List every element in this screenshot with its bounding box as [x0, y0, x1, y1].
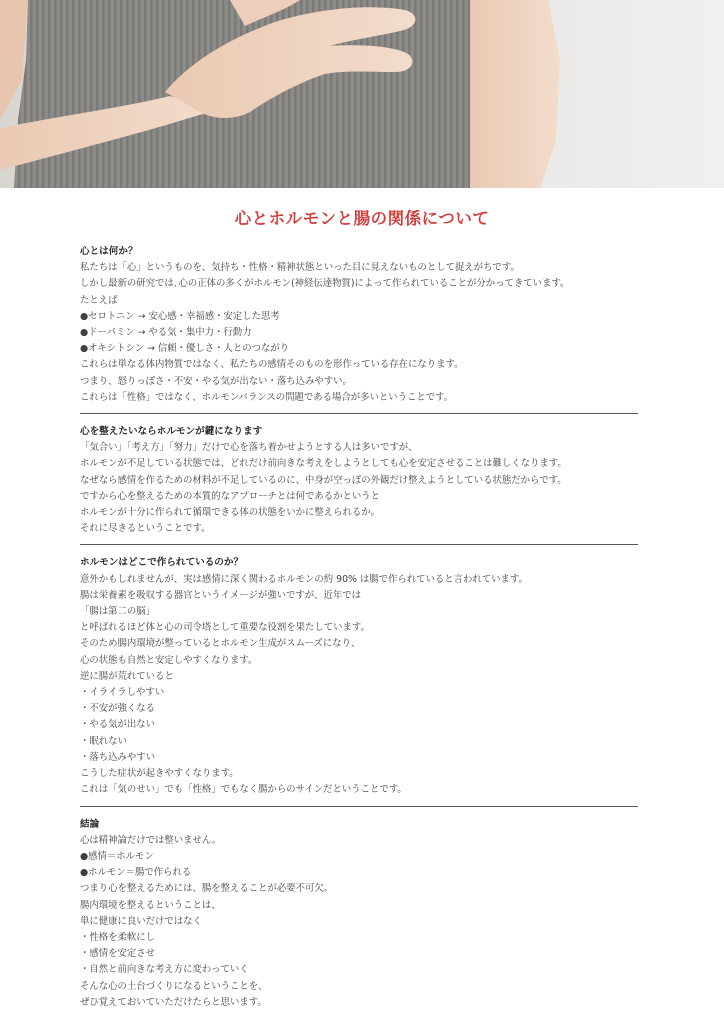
paragraph-line: 私たちは「心」というものを、気持ち・性格・精神状態といった目に見えないものとして捉えがちです。 — [80, 262, 520, 274]
hero-photo — [0, 0, 724, 188]
bullet-item: ・やる気が出ない — [80, 719, 156, 731]
page-title: 心とホルモンと腸の関係について — [234, 209, 490, 228]
paragraph-line: 腸内環境を整えるということは、 — [80, 899, 221, 911]
bullet-item: ・眠れない — [80, 735, 127, 747]
paragraph-line: ホルモンが十分に作られて循環できる体の状態をいかに整えられるか。 — [80, 507, 381, 519]
paragraph-line: 「腸は第二の脳」 — [80, 606, 156, 618]
bullet-item: ・イライラしやすい — [80, 687, 165, 699]
paragraph-line: そのため腸内環境が整っているとホルモン生成がスムーズになり、 — [80, 638, 361, 650]
paragraph-line: 心は精神論だけでは整いません。 — [80, 834, 222, 846]
bullet-item: ●ホルモン＝腸で作られる — [80, 867, 192, 879]
section-hormone-key — [80, 424, 640, 537]
paragraph-line: こうした症状が起きやすくなります。 — [80, 768, 239, 780]
paragraph-line: これは「気のせい」でも「性格」でもなく腸からのサインだということです。 — [80, 784, 407, 796]
section-heading: ホルモンはどこで作られているのか？ — [80, 557, 244, 569]
paragraph-line: 単に健康に良いだけではなく — [80, 915, 202, 927]
paragraph-line: たとえば — [80, 294, 118, 306]
bullet-item: ・感情を安定させ — [80, 948, 156, 960]
paragraph-line: 腸は栄養素を吸収する器官というイメージが強いですが、近年では — [80, 589, 361, 601]
paragraph-line: なぜなら感情を作るための材料が不足しているのに、中身が空っぽの外観だけ整えようとしている状態だからです。 — [80, 474, 567, 486]
bullet-item: ・自然と前向きな考え方に変わっていく — [80, 964, 249, 976]
paragraph-line: しかし最新の研究では､心の正体の多くがホルモン(神経伝達物質)によって作られていることが分かってきています。 — [80, 278, 570, 290]
section-conclusion — [80, 817, 640, 1011]
section-divider — [80, 544, 638, 545]
bullet-item: ●オキシトシン → 信頼・優しさ・人とのつながり — [80, 343, 290, 355]
section-what-is-heart — [80, 244, 640, 406]
paragraph-line: 意外かもしれませんが、実は感情に深く関わるホルモンの約 90% は腸で作られていると言われています。 — [80, 573, 528, 585]
bullet-item: ・性格を柔軟にし — [80, 931, 156, 943]
paragraph-line: これらは「性格」ではなく、ホルモンバランスの問題である場合が多いということです。 — [80, 391, 454, 403]
paragraph-line: つまり心を整えるためには、腸を整えることが必要不可欠。 — [80, 883, 334, 895]
section-divider — [80, 413, 638, 414]
paragraph-line: 心の状態も自然と安定しやすくなります。 — [80, 654, 258, 666]
bullet-item: ●感情＝ホルモン — [80, 850, 154, 862]
section-heading: 心を整えたいならホルモンが鍵になります — [80, 426, 263, 438]
bullet-item: ●ドーパミン → やる気・集中力・行動力 — [80, 327, 252, 339]
article-body — [80, 244, 640, 1011]
paragraph-line: つまり、怒りっぽさ・不安・やる気が出ない・落ち込みやすい。 — [80, 375, 352, 387]
paragraph-line: それに尽きるということです。 — [80, 523, 211, 535]
section-heading: 心とは何か？ — [80, 246, 138, 257]
paragraph-line: これらは単なる体内物質ではなく、私たちの感情そのものを形作っている存在になります。 — [80, 359, 464, 371]
paragraph-line: と呼ばれるほど体と心の司令塔として重要な役割を果たしています。 — [80, 622, 370, 634]
paragraph-line: ですから心を整えるための本質的なアプローチとは何であるかというと — [80, 490, 381, 502]
paragraph-line: そんな心の土台づくりになるということを、 — [80, 980, 268, 992]
section-divider — [80, 806, 638, 807]
bullet-item: ・落ち込みやすい — [80, 751, 156, 763]
paragraph-line: ぜひ覚えておいていただけたらと思います。 — [80, 996, 267, 1008]
paragraph-line: ホルモンが不足している状態では、どれだけ前向きな考えをしようとしても心を安定させることは難しくなります。 — [80, 458, 567, 470]
section-heading: 結論 — [80, 818, 100, 830]
section-where-hormones-made — [80, 555, 640, 798]
paragraph-line: 逆に腸が荒れていると — [80, 670, 174, 682]
hero-illustration — [0, 0, 724, 188]
paragraph-line: 「気合い」「考え方」「努力」だけで心を落ち着かせようとする人は多いですが、 — [80, 442, 418, 454]
bullet-item: ・不安が強くなる — [80, 703, 156, 715]
bullet-item: ●セロトニン → 安心感・幸福感・安定した思考 — [80, 310, 280, 322]
